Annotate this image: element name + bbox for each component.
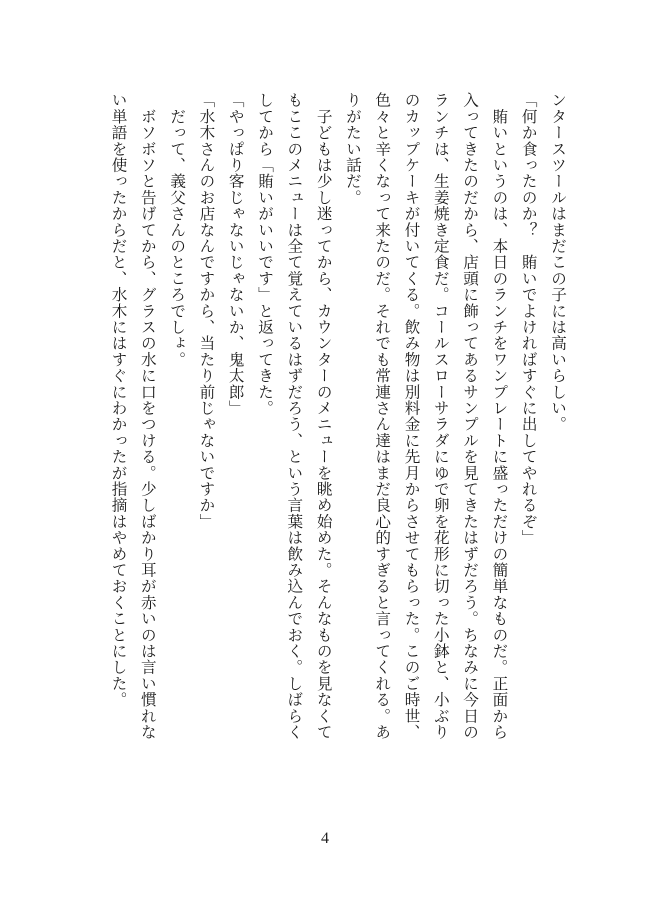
text-line: してから「賄いがいいです」と返ってきた。 <box>256 92 275 416</box>
text-line: のカップケーキが付いてくる。飲み物は別料金に先月からさせてもらった。このご時世、 <box>402 92 421 740</box>
text-line: りがたい話だ。 <box>343 92 362 206</box>
text-line: ンタースツールはまだこの子には高いらしい。 <box>549 92 567 433</box>
text-line: だって、義父さんのところでしょ。 <box>168 92 187 368</box>
text-line: 色々と辛くなって来たのだ。それでも常連さん達はまだ良心的すぎると言ってくれる。あ <box>373 92 392 740</box>
text-line: 入ってきたのだから、店頭に飾ってあるサンプルを見てきたはずだろう。ちなみに今日の <box>461 92 480 740</box>
text-line: ボソボソと告げてから、グラスの水に口をつける。少しばかり耳が赤いのは言い慣れな <box>138 92 157 740</box>
text-line: 「やっぱり客じゃないじゃないか、鬼太郎」 <box>226 92 245 416</box>
page-number: 4 <box>321 830 329 847</box>
text-line: ランチは、生姜焼き定食だ。コールスローサラダにゆで卵を花形に切った小鉢と、小ぶり <box>431 92 450 740</box>
text-line: 「水木さんのお店なんですから、当たり前じゃないですか」 <box>197 92 216 530</box>
text-line: 賄いというのは、本日のランチをワンプレートに盛っただけの簡単なものだ。正面から <box>490 92 509 740</box>
vertical-text-block <box>103 92 572 782</box>
text-line: 子どもは少し迷ってから、カウンターのメニューを眺め始めた。そんなものを見なくて <box>314 92 333 740</box>
text-line: もここのメニューは全て覚えているはずだろう、という言葉は飲み込んでおく。しばらく <box>285 92 304 740</box>
text-line: い単語を使ったからだと、水木にはすぐにわかったが指摘はやめておくことにした。 <box>109 92 128 708</box>
text-line: 「何か食ったのか？ 賄いでよければすぐに出してやれるぞ」 <box>519 92 538 546</box>
